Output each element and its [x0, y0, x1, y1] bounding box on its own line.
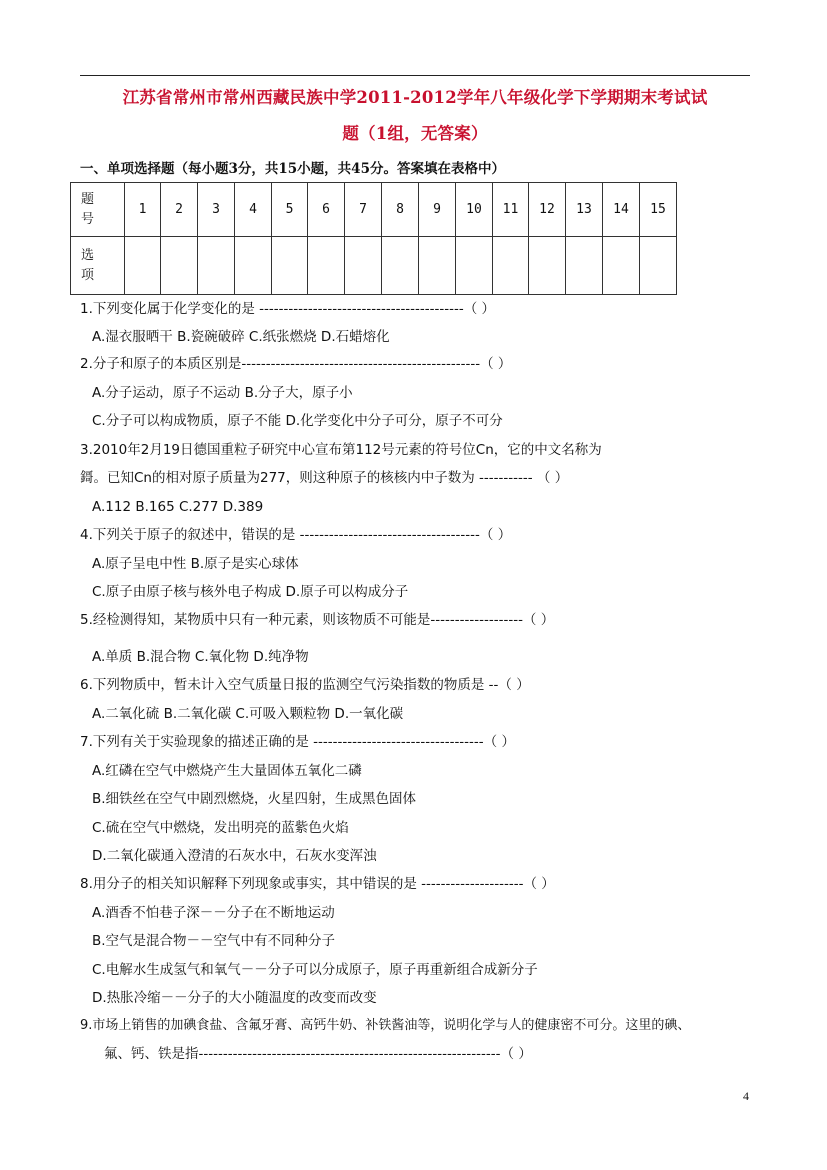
question-number-cell: 15 [640, 183, 677, 237]
question-number-cell: 12 [529, 183, 566, 237]
answer-cell[interactable] [161, 237, 198, 295]
question-number-cell: 9 [419, 183, 456, 237]
answer-options: A.单质 B.混合物 C.氧化物 D.纯净物 [92, 649, 309, 665]
question-stem: 8.用分子的相关知识解释下列现象或事实，其中错误的是 ---------------------（ ） [80, 876, 555, 892]
table-header-cell [71, 183, 125, 237]
answer-cell[interactable] [456, 237, 493, 295]
answer-cell[interactable] [125, 237, 161, 295]
question-stem: 7.下列有关于实验现象的描述正确的是 -----------------------------------（ ） [80, 734, 515, 750]
question-number-cell: 14 [603, 183, 640, 237]
answer-cell[interactable] [640, 237, 677, 295]
answer-cell[interactable] [272, 237, 308, 295]
answer-option-row: A.红磷在空气中燃烧产生大量固体五氧化二磷 [92, 763, 362, 779]
answer-cell[interactable] [198, 237, 235, 295]
answer-option-row: B.细铁丝在空气中剧烈燃烧，火星四射，生成黑色固体 [92, 791, 417, 807]
question-number-cell: 1 [125, 183, 161, 237]
page-title-line-1: 江苏省常州市常州西藏民族中学2011-2012学年八年级化学下学期期末考试试 [122, 88, 708, 107]
table-header-cell [71, 237, 125, 295]
answer-option-row: D.二氧化碳通入澄清的石灰水中，石灰水变浑浊 [92, 848, 377, 864]
answer-options: A.112 B.165 C.277 D.389 [92, 499, 264, 515]
answer-option-row: C.原子由原子核与核外电子构成 D.原子可以构成分子 [92, 584, 409, 600]
answer-cell[interactable] [382, 237, 419, 295]
answer-cell[interactable] [566, 237, 603, 295]
question-stem: 2.分子和原子的本质区别是-------------------------------------------------（ ） [80, 356, 512, 372]
question-stem: 9.市场上销售的加碘食盐、含氟牙膏、高钙牛奶、补铁酱油等，说明化学与人的健康密不可分。这里的碘、 [80, 1018, 691, 1033]
header-char: 项 [81, 267, 95, 283]
question-number-cell: 7 [345, 183, 382, 237]
question-number-cell: 13 [566, 183, 603, 237]
answer-option-row: B.空气是混合物－－空气中有不同种分子 [92, 933, 336, 949]
answer-option-row: A.原子呈电中性 B.原子是实心球体 [92, 556, 299, 572]
answer-option-row: D.热胀冷缩－－分子的大小随温度的改变而改变 [92, 990, 377, 1006]
answer-table-number-row [71, 183, 677, 237]
answer-cell[interactable] [419, 237, 456, 295]
answer-cell[interactable] [493, 237, 529, 295]
section-heading: 一、单项选择题（每小题3分，共15小题，共45分。答案填在表格中） [80, 161, 505, 177]
answer-cell[interactable] [235, 237, 272, 295]
answer-options: A.湿衣服晒干 B.瓷碗破碎 C.纸张燃烧 D.石蜡熔化 [92, 329, 390, 345]
header-char: 号 [81, 211, 95, 227]
question-number-cell: 8 [382, 183, 419, 237]
answer-cell[interactable] [345, 237, 382, 295]
question-number-cell: 10 [456, 183, 493, 237]
answer-table [70, 182, 677, 295]
answer-cell[interactable] [308, 237, 345, 295]
question-number-cell: 5 [272, 183, 308, 237]
question-stem: 1.下列变化属于化学变化的是 ------------------------------------------（ ） [80, 301, 496, 317]
answer-option-row: A.分子运动，原子不运动 B.分子大，原子小 [92, 385, 353, 401]
header-char: 选 [81, 247, 95, 263]
question-number-cell: 11 [493, 183, 529, 237]
answer-option-row: C.电解水生成氢气和氧气－－分子可以分成原子，原子再重新组合成新分子 [92, 962, 538, 978]
question-stem: 5.经检测得知，某物质中只有一种元素，则该物质不可能是-------------------（ ） [80, 612, 555, 628]
header-rule [80, 75, 750, 76]
page-number: 4 [743, 1089, 749, 1103]
answer-option-row: C.分子可以构成物质，原子不能 D.化学变化中分子可分，原子不可分 [92, 413, 503, 429]
question-stem-continued: 鎶。已知Cn的相对原子质量为277，则这种原子的核核内中子数为 ----------- （ ） [80, 470, 569, 486]
question-number-cell: 2 [161, 183, 198, 237]
question-number-cell: 6 [308, 183, 345, 237]
answer-option-row: C.硫在空气中燃烧，发出明亮的蓝紫色火焰 [92, 820, 349, 836]
question-stem: 4.下列关于原子的叙述中，错误的是 -------------------------------------（ ） [80, 527, 512, 543]
question-stem: 3.2010年2月19日德国重粒子研究中心宣布第112号元素的符号位Cn，它的中文名称为 [80, 442, 602, 458]
answer-options: A.二氧化硫 B.二氧化碳 C.可吸入颗粒物 D.一氧化碳 [92, 706, 404, 722]
question-stem-continued: 氟、钙、铁是指--------------------------------------------------------------（ ） [104, 1046, 532, 1062]
question-number-cell: 4 [235, 183, 272, 237]
answer-option-row: A.酒香不怕巷子深－－分子在不断地运动 [92, 905, 335, 921]
page-title-line-2: 题（1组，无答案） [342, 124, 488, 143]
answer-cell[interactable] [603, 237, 640, 295]
question-number-cell: 3 [198, 183, 235, 237]
answer-table-choice-row [71, 237, 677, 295]
question-stem: 6.下列物质中，暂未计入空气质量日报的监测空气污染指数的物质是 --（ ） [80, 677, 530, 693]
header-char: 题 [81, 191, 95, 207]
answer-cell[interactable] [529, 237, 566, 295]
